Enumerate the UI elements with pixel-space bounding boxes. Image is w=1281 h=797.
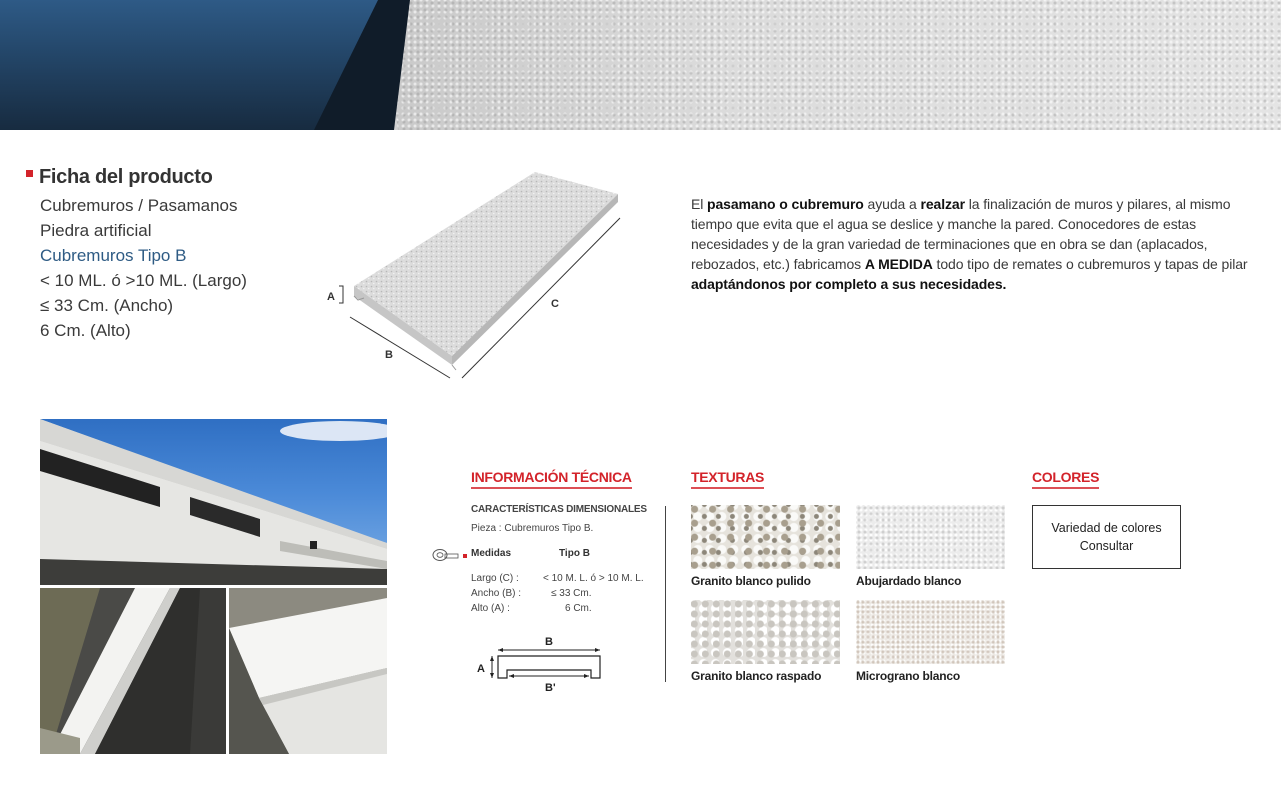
dimension-key: Alto (A) :: [471, 603, 510, 614]
dimension-value: 6 Cm.: [565, 603, 592, 614]
profile-a-label: A: [477, 663, 485, 675]
dimension-value: < 10 M. L. ó > 10 M. L.: [543, 573, 644, 584]
dimension-a-label: A: [327, 291, 335, 303]
profile-b-label: B: [545, 636, 553, 648]
texture-abujardado-blanco: [856, 505, 1005, 588]
texture-label: Granito blanco raspado: [691, 669, 822, 683]
product-sheet-title: [26, 166, 326, 189]
tech-info: [471, 504, 661, 616]
product-height: 6 Cm. (Alto): [40, 321, 131, 340]
desc-bold: pasamano o cubremuro: [707, 196, 864, 212]
red-bullet-icon: [463, 554, 467, 558]
product-material: Piedra artificial: [40, 221, 152, 240]
product-category: Cubremuros / Pasamanos: [40, 196, 238, 215]
piece-name: Pieza : Cubremuros Tipo B.: [471, 523, 594, 534]
dimension-list: [471, 571, 661, 616]
desc-text: la finalización de muros y pilares, al mismo tiempo que evita que el agua se deslice y manche la pared. Conocedores de estas necesidades y de la gran variedad de terminaciones que en obra se dan (aplacados, rebozados, etc.) fabricamos: [691, 196, 1231, 272]
measures-header: [471, 548, 661, 559]
dimensional-characteristics-heading: CARACTERÍSTICAS DIMENSIONALES: [471, 504, 647, 515]
colors-variety-text: Variedad de colores: [1051, 521, 1162, 535]
red-bullet-icon: [26, 170, 33, 177]
colors-title: COLORES: [1032, 469, 1099, 491]
product-type: Cubremuros Tipo B: [40, 246, 187, 265]
measures-label: Medidas: [471, 548, 512, 559]
texture-swatch: [691, 505, 840, 569]
wall-cap-photo-left: [40, 588, 226, 754]
profile-bprime-label: B': [545, 682, 556, 694]
texture-swatch: [856, 600, 1005, 664]
dimension-row: [471, 601, 661, 616]
dimension-row: [471, 571, 661, 586]
dimension-value: ≤ 33 Cm.: [551, 588, 592, 599]
section-divider: [665, 506, 666, 682]
tech-info-title: INFORMACIÓN TÉCNICA: [471, 469, 632, 491]
desc-bold: adaptándonos por completo a sus necesidades.: [691, 276, 1007, 292]
dimension-b-label: B: [385, 349, 393, 361]
texture-granito-blanco-raspado: [691, 600, 840, 683]
colors-consult-text: Consultar: [1079, 539, 1134, 553]
texture-label: Abujardado blanco: [856, 574, 962, 588]
type-label: Tipo B: [559, 548, 590, 559]
desc-text: El: [691, 196, 708, 212]
texture-label: Granito blanco pulido: [691, 574, 811, 588]
textures-title: TEXTURAS: [691, 469, 764, 491]
wall-cap-photo-right: [229, 588, 387, 754]
measuring-tape-icon: [431, 548, 459, 562]
texture-swatch: [691, 600, 840, 664]
hero-stone-texture: [380, 0, 1281, 130]
hero-banner-image: [0, 0, 1281, 130]
product-length: < 10 ML. ó >10 ML. (Largo): [40, 271, 247, 290]
colors-box: [1032, 505, 1181, 569]
texture-label: Micrograno blanco: [856, 669, 960, 683]
texture-granito-blanco-pulido: [691, 505, 840, 588]
desc-text: todo tipo de remates o cubremuros y tapas de pilar: [932, 256, 1248, 272]
dimension-key: Ancho (B) :: [471, 588, 522, 599]
product-sheet-title-text: Ficha del producto: [39, 166, 213, 188]
product-sheet: [26, 166, 326, 343]
desc-text: ayuda a: [863, 196, 921, 212]
product-description: [691, 194, 1251, 294]
piece-illustration: [320, 160, 640, 390]
building-photo: [40, 419, 387, 585]
dimension-row: [471, 586, 661, 601]
texture-micrograno-blanco: [856, 600, 1005, 683]
texture-swatch: [856, 505, 1005, 569]
dimension-c-label: C: [551, 298, 559, 310]
product-width: ≤ 33 Cm. (Ancho): [40, 296, 174, 315]
desc-bold: realzar: [920, 196, 965, 212]
desc-bold: A MEDIDA: [864, 256, 933, 272]
dimension-key: Largo (C) :: [471, 573, 519, 584]
profile-diagram: [472, 630, 612, 696]
